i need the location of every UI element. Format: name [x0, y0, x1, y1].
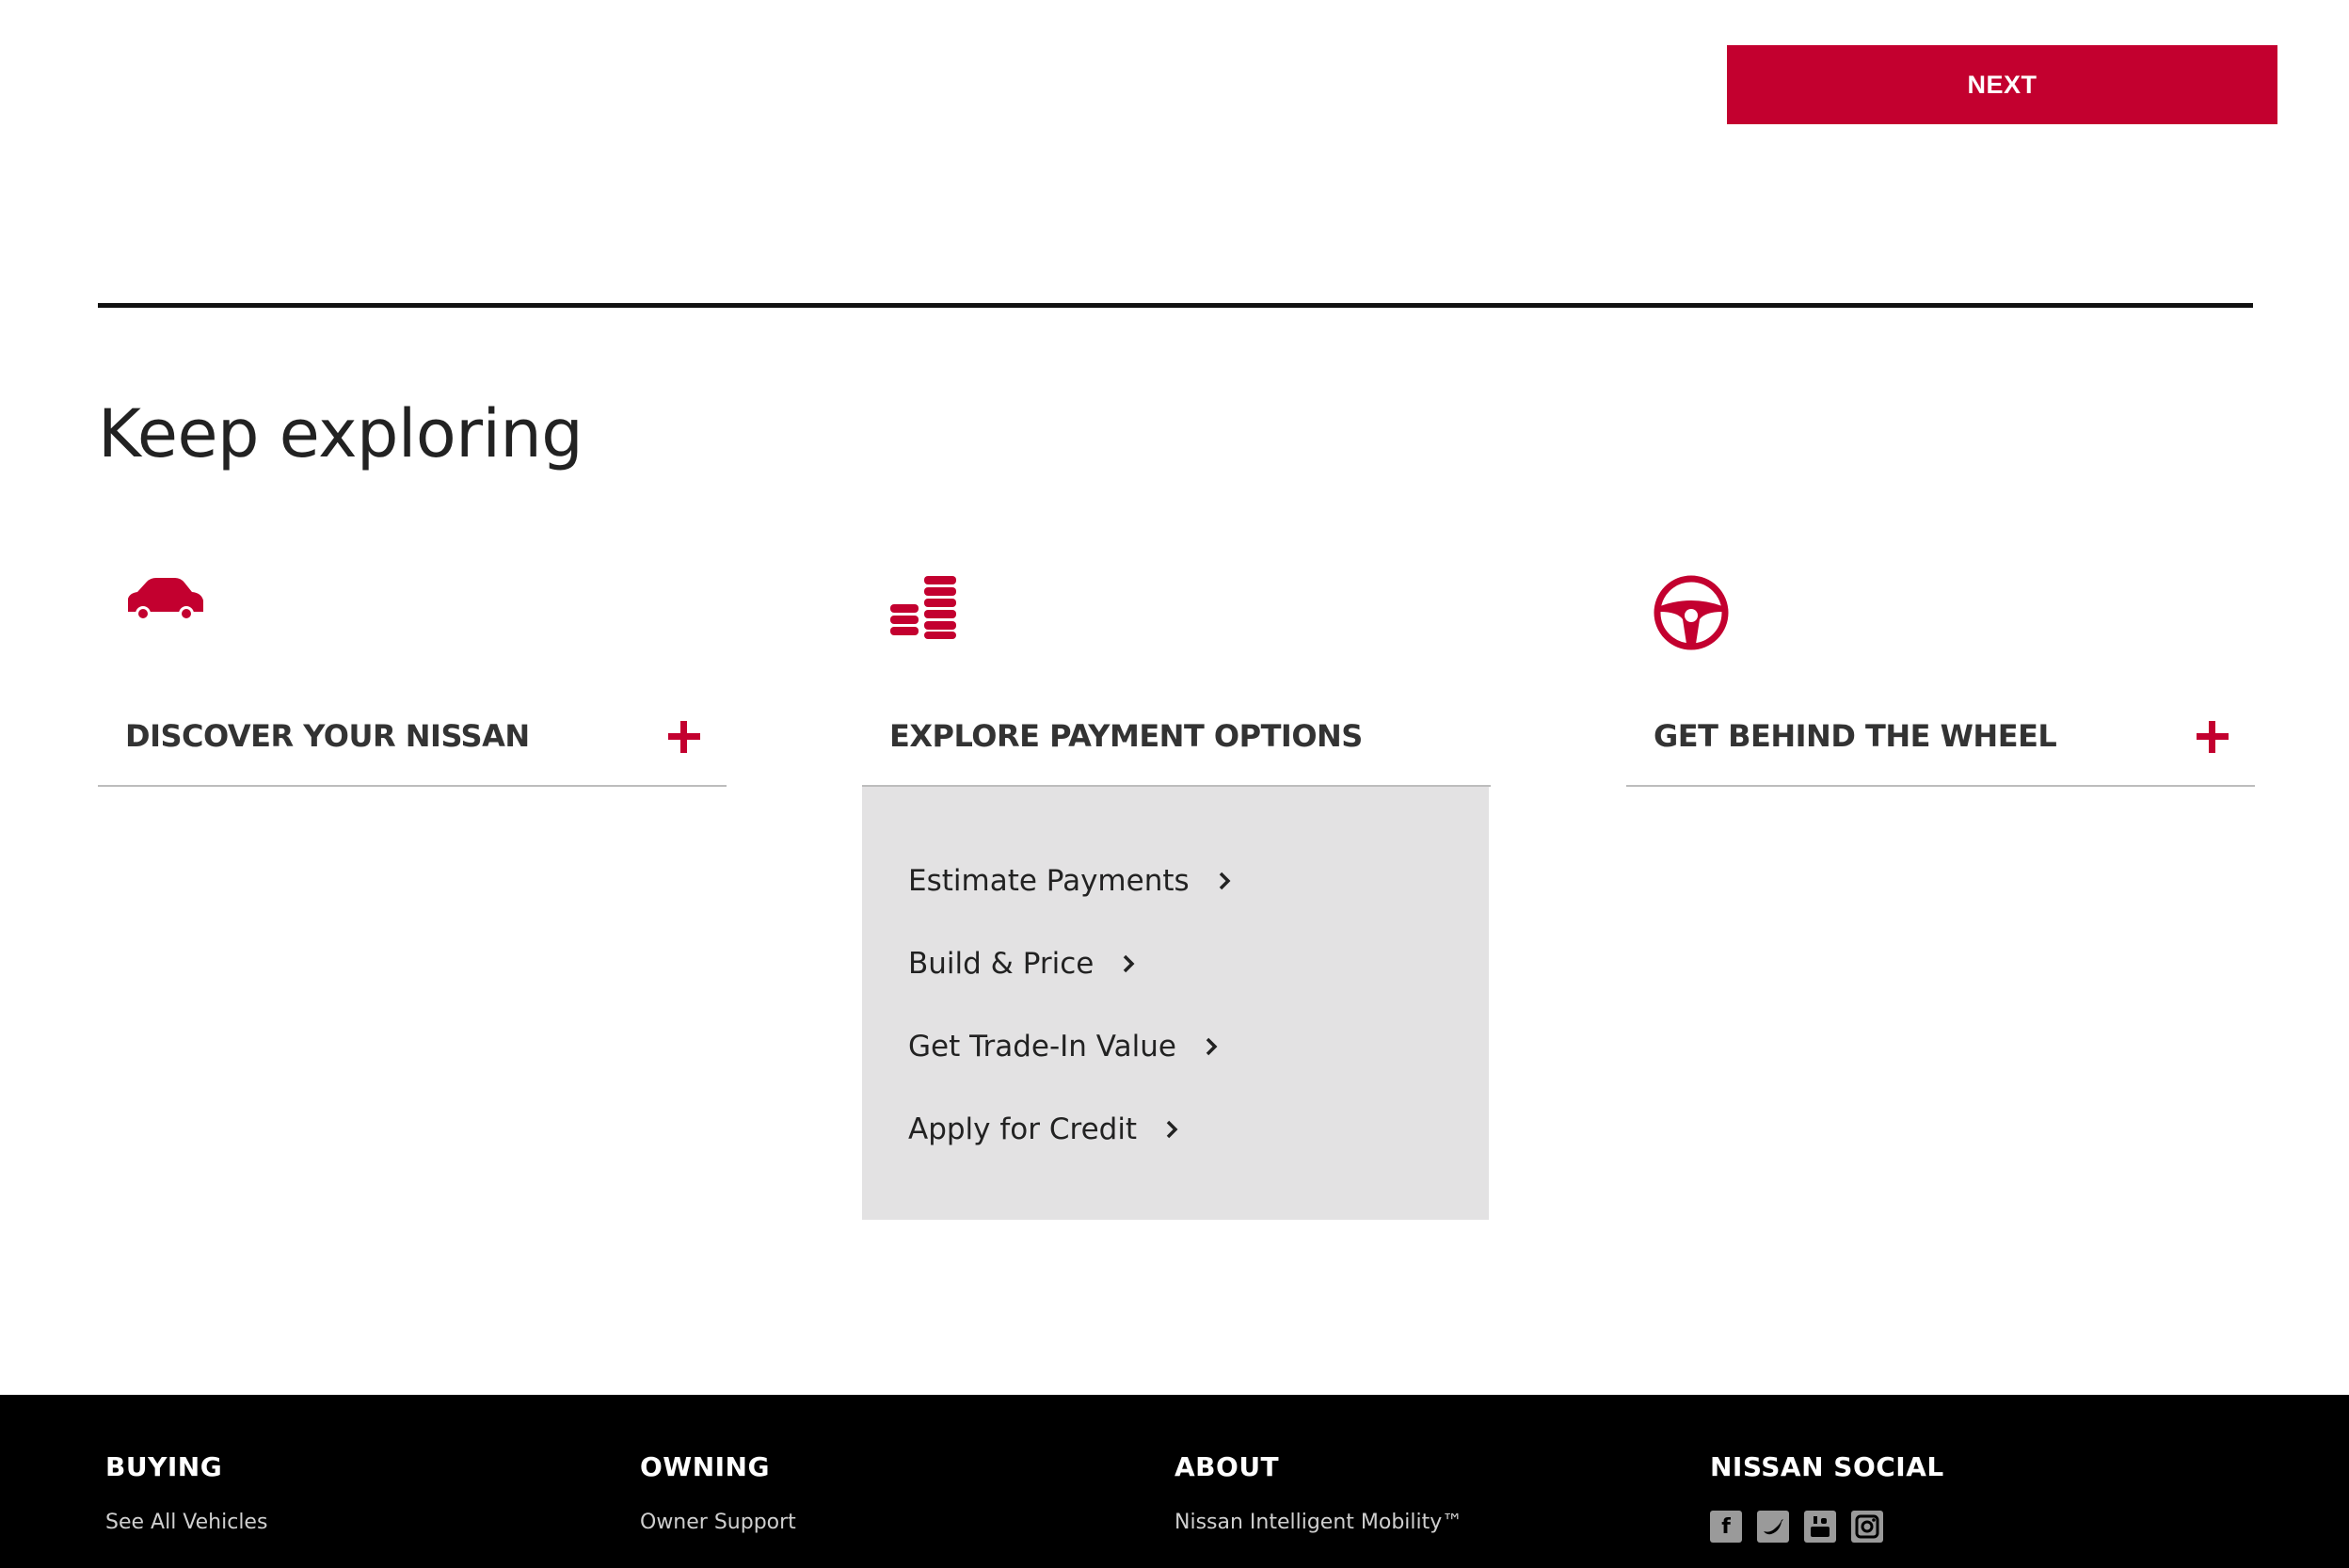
build-price-link[interactable] — [908, 947, 1139, 981]
footer-heading: BUYING — [105, 1451, 223, 1482]
estimate-payments-link[interactable] — [908, 864, 1235, 898]
plus-icon[interactable] — [2197, 721, 2229, 753]
next-button[interactable]: NEXT — [1727, 45, 2277, 124]
link-label: Get Trade-In Value — [908, 1030, 1176, 1064]
discover-accordion-header[interactable] — [98, 687, 727, 787]
footer-heading: OWNING — [640, 1451, 770, 1482]
youtube-icon[interactable] — [1804, 1511, 1836, 1543]
payment-options-panel — [862, 787, 1489, 1220]
chevron-right-icon — [1118, 953, 1139, 974]
section-divider — [98, 303, 2253, 308]
footer-about — [1174, 1451, 1462, 1534]
social-icons — [1710, 1511, 1944, 1543]
footer-owning — [640, 1451, 796, 1534]
trade-in-value-link[interactable] — [908, 1030, 1222, 1064]
owner-support-link[interactable]: Owner Support — [640, 1511, 796, 1534]
facebook-icon[interactable]: f — [1710, 1511, 1742, 1543]
footer-heading: NISSAN SOCIAL — [1710, 1451, 1944, 1482]
link-label: Build & Price — [908, 947, 1095, 981]
steering-wheel-icon — [1653, 574, 1730, 656]
footer-heading: ABOUT — [1174, 1451, 1280, 1482]
payment-accordion-header[interactable] — [862, 687, 1491, 787]
payment-title: EXPLORE PAYMENT OPTIONS — [889, 718, 1363, 754]
intelligent-mobility-link[interactable]: Nissan Intelligent Mobility™ — [1174, 1511, 1463, 1534]
twitter-icon[interactable] — [1757, 1511, 1789, 1543]
footer-buying — [105, 1451, 267, 1534]
link-label: Apply for Credit — [908, 1112, 1138, 1146]
instagram-icon[interactable] — [1851, 1511, 1883, 1543]
wheel-title: GET BEHIND THE WHEEL — [1654, 718, 2057, 754]
coins-icon — [888, 574, 958, 645]
page-heading: Keep exploring — [98, 395, 583, 472]
link-label: Estimate Payments — [908, 864, 1190, 898]
car-icon — [124, 574, 205, 628]
wheel-accordion-header[interactable] — [1626, 687, 2255, 787]
see-all-vehicles-link[interactable]: See All Vehicles — [105, 1511, 268, 1534]
footer-social — [1710, 1451, 1944, 1543]
chevron-right-icon — [1201, 1036, 1222, 1057]
plus-icon[interactable] — [668, 721, 700, 753]
chevron-right-icon — [1161, 1119, 1182, 1140]
apply-credit-link[interactable] — [908, 1112, 1182, 1146]
chevron-right-icon — [1214, 871, 1235, 891]
site-footer — [0, 1395, 2349, 1568]
discover-title: DISCOVER YOUR NISSAN — [125, 718, 530, 754]
